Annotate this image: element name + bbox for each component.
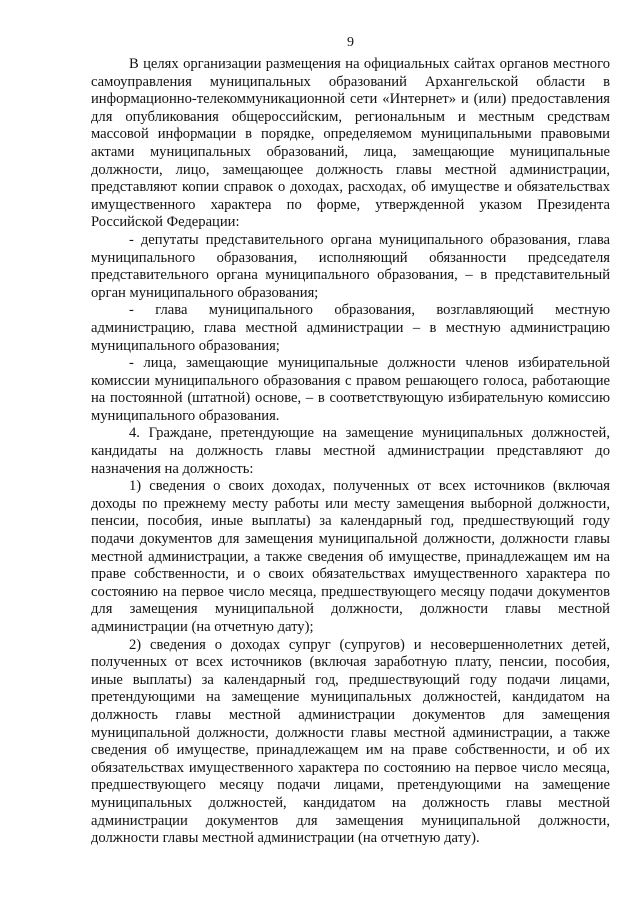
page-number: 9: [347, 35, 354, 50]
paragraph-intro: В целях организации размещения на официальных сайтах органов местного самоуправления муниципальных образований Архангельской области в информационно-телекоммуникационной сети «Интернет» и (или) предоставления для опубликования общероссийским, региональным и местным средствам массовой информации в порядке, определяемом муниципальными правовыми актами муниципальных образований, лица, замещающие муниципальные должности, лицо, замещающее должность главы местной администрации, представляют копии справок о доходах, расходах, об имуществе и обязательствах имущественного характера по форме, утвержденной указом Президента Российской Федерации:: [91, 56, 610, 231]
paragraph-item-1: 1) сведения о своих доходах, полученных от всех источников (включая доходы по прежнему месту работы или месту замещения выборной должности, пенсии, пособия, иные выплаты) за календарный год, предшествующий году подачи документов для замещения муниципальной должности, должности главы местной администрации, а также сведения об имуществе, принадлежащем им на праве собственности, и о своих обязательствах имущественного характера по состоянию на первое число месяца, предшествующего месяцу подачи документов для замещения муниципальной должности, должности главы местной администрации (на отчетную дату);: [91, 478, 610, 635]
paragraph-item-2: 2) сведения о доходах супруг (супругов) и несовершеннолетних детей, полученных от всех источников (включая заработную плату, пенсии, пособия, иные выплаты) за календарный год, предшествующий году подачи лицами, претендующими на замещение муниципальных должностей, кандидатом на должность главы местной администрации документов для замещения муниципальной должности, должности главы местной администрации, а также сведения об имуществе, принадлежащем им на праве собственности, и об их обязательствах имущественного характера по состоянию на первое число месяца, предшествующего месяцу подачи лицами, претендующими на замещение муниципальных должностей, кандидатом на должность главы местной администрации документов для замещения муниципальной должности, должности главы местной администрации (на отчетную дату).: [91, 636, 610, 847]
paragraph-section-4: 4. Граждане, претендующие на замещение муниципальных должностей, кандидаты на должность главы местной администрации представляют до назначения на должность:: [91, 425, 610, 477]
document-page: [91, 34, 610, 848]
paragraph-list-item-election-commission: - лица, замещающие муниципальные должности членов избирательной комиссии муниципального образования с правом решающего голоса, работающие на постоянной (штатной) основе, – в соответствующую избирательную комиссию муниципального образования.: [91, 355, 610, 424]
paragraph-list-item-deputies: - депутаты представительного органа муниципального образования, глава муниципального образования, исполняющий обязанности председателя представительного органа муниципального образования, – в представительный орган муниципального образования;: [91, 231, 610, 301]
paragraph-list-item-head-of-municipality: - глава муниципального образования, возглавляющий местную администрацию, глава местной администрации – в местную администрацию муниципального образования;: [91, 302, 610, 354]
